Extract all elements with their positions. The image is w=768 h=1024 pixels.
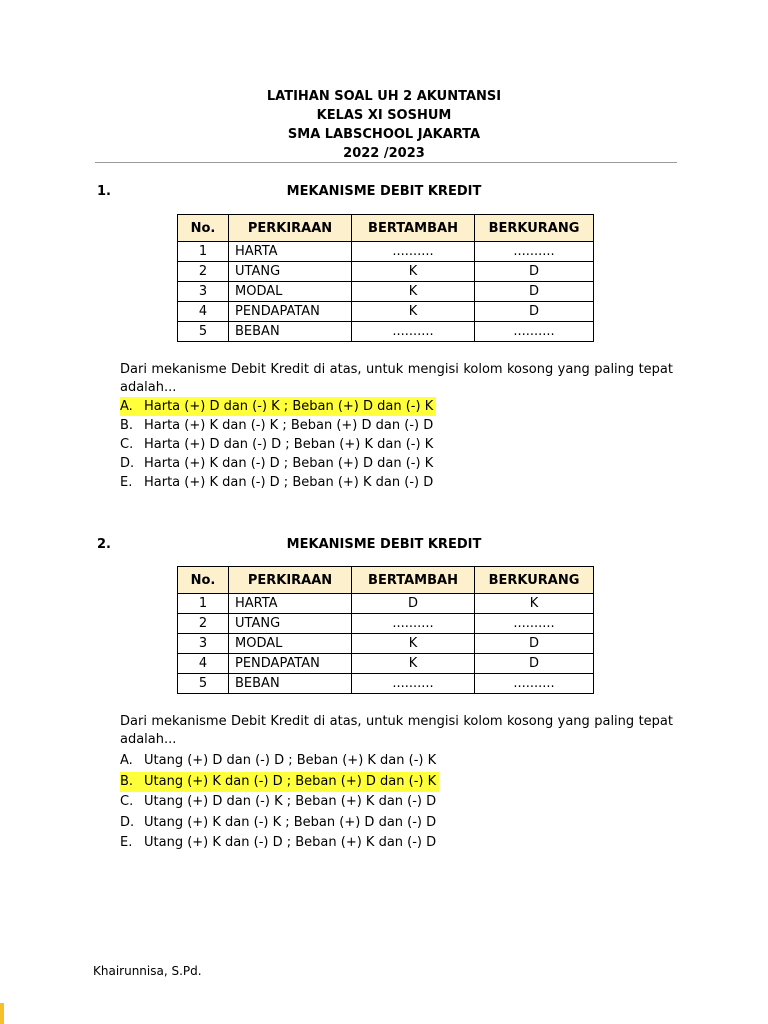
cell-perkiraan: HARTA	[229, 242, 352, 262]
cell-bertambah: ..........	[352, 242, 475, 262]
cell-bertambah: K	[352, 262, 475, 282]
option-text: Harta (+) D dan (-) K ; Beban (+) D dan (-) K	[144, 399, 434, 414]
option-e[interactable]	[120, 833, 439, 854]
table-row	[178, 282, 594, 302]
option-letter: A.	[120, 753, 133, 768]
option-d[interactable]	[120, 813, 439, 834]
col-header-bertambah: BERTAMBAH	[352, 215, 475, 242]
cell-berkurang: D	[475, 262, 594, 282]
question-2-title: MEKANISME DEBIT KREDIT	[286, 537, 482, 552]
cell-no: 5	[178, 322, 229, 342]
table-row	[178, 634, 594, 654]
cell-no: 5	[178, 674, 229, 694]
cell-perkiraan: PENDAPATAN	[229, 302, 352, 322]
question-2-number: 2.	[97, 537, 111, 552]
cell-berkurang: ..........	[475, 674, 594, 694]
option-letter: C.	[120, 794, 134, 809]
cell-no: 3	[178, 282, 229, 302]
option-a[interactable]	[120, 751, 439, 772]
cell-bertambah: D	[352, 594, 475, 614]
option-letter: D.	[120, 456, 135, 471]
col-header-perkiraan: PERKIRAAN	[229, 215, 352, 242]
col-header-no: No.	[178, 567, 229, 594]
cell-no: 1	[178, 242, 229, 262]
question-2-table	[177, 566, 594, 694]
table-row	[178, 614, 594, 634]
option-text: Harta (+) D dan (-) D ; Beban (+) K dan (-) K	[144, 437, 434, 452]
cell-berkurang: D	[475, 282, 594, 302]
option-c[interactable]	[120, 792, 439, 813]
table-row	[178, 302, 594, 322]
cell-perkiraan: UTANG	[229, 614, 352, 634]
option-letter: A.	[120, 399, 133, 414]
option-letter: E.	[120, 835, 133, 850]
option-text: Harta (+) K dan (-) D ; Beban (+) K dan (-) D	[144, 475, 434, 490]
option-text: Utang (+) D dan (-) D ; Beban (+) K dan (-) K	[144, 753, 437, 768]
doc-title: LATIHAN SOAL UH 2 AKUNTANSI	[266, 89, 502, 104]
table-header-row	[178, 215, 594, 242]
cell-berkurang: D	[475, 634, 594, 654]
highlighted-answer	[120, 397, 436, 416]
col-header-no: No.	[178, 215, 229, 242]
highlighted-answer	[120, 772, 439, 793]
table-header-row	[178, 567, 594, 594]
doc-school: SMA LABSCHOOL JAKARTA	[287, 127, 481, 142]
table-row	[178, 654, 594, 674]
option-d[interactable]	[120, 454, 436, 473]
col-header-bertambah: BERTAMBAH	[352, 567, 475, 594]
option-e[interactable]	[120, 473, 436, 492]
option-text: Utang (+) K dan (-) D ; Beban (+) D dan (-) K	[144, 773, 437, 789]
author-footer: Khairunnisa, S.Pd.	[93, 964, 202, 978]
cell-berkurang: D	[475, 654, 594, 674]
question-2-text: Dari mekanisme Debit Kredit di atas, untuk mengisi kolom kosong yang paling tepat adalah...	[120, 714, 673, 747]
cell-perkiraan: UTANG	[229, 262, 352, 282]
question-1-number: 1.	[97, 184, 111, 199]
option-letter: B.	[120, 773, 134, 789]
cell-bertambah: ..........	[352, 322, 475, 342]
table-row	[178, 674, 594, 694]
option-text: Utang (+) K dan (-) K ; Beban (+) D dan (-) D	[144, 814, 437, 830]
question-1-title: MEKANISME DEBIT KREDIT	[286, 184, 482, 199]
document-header	[0, 87, 768, 163]
cell-no: 1	[178, 594, 229, 614]
option-b[interactable]	[120, 416, 436, 435]
cell-bertambah: K	[352, 634, 475, 654]
cell-no: 4	[178, 302, 229, 322]
cell-berkurang: ..........	[475, 322, 594, 342]
option-letter: B.	[120, 418, 134, 433]
question-1-text: Dari mekanisme Debit Kredit di atas, untuk mengisi kolom kosong yang paling tepat adalah...	[120, 362, 673, 395]
option-text: Harta (+) K dan (-) D ; Beban (+) D dan (-) K	[144, 456, 434, 471]
option-text: Utang (+) K dan (-) D ; Beban (+) K dan (-) D	[144, 835, 437, 850]
option-text: Utang (+) D dan (-) K ; Beban (+) K dan (-) D	[144, 794, 437, 809]
page-edge-marker	[0, 1003, 4, 1024]
cell-berkurang: D	[475, 302, 594, 322]
cell-perkiraan: MODAL	[229, 282, 352, 302]
cell-perkiraan: BEBAN	[229, 674, 352, 694]
doc-year: 2022 /2023	[343, 146, 425, 161]
col-header-berkurang: BERKURANG	[475, 215, 594, 242]
cell-berkurang: K	[475, 594, 594, 614]
cell-perkiraan: BEBAN	[229, 322, 352, 342]
col-header-berkurang: BERKURANG	[475, 567, 594, 594]
question-1-table	[177, 214, 594, 342]
header-divider	[95, 162, 677, 163]
option-a[interactable]	[120, 397, 436, 416]
cell-perkiraan: HARTA	[229, 594, 352, 614]
cell-no: 4	[178, 654, 229, 674]
cell-bertambah: ..........	[352, 674, 475, 694]
cell-perkiraan: PENDAPATAN	[229, 654, 352, 674]
option-letter: D.	[120, 814, 135, 830]
option-b[interactable]	[120, 772, 439, 793]
cell-no: 2	[178, 614, 229, 634]
table-row	[178, 262, 594, 282]
question-1-options	[120, 397, 436, 492]
cell-bertambah: ..........	[352, 614, 475, 634]
cell-bertambah: K	[352, 654, 475, 674]
option-letter: C.	[120, 437, 134, 452]
cell-bertambah: K	[352, 282, 475, 302]
cell-no: 2	[178, 262, 229, 282]
question-2-options	[120, 751, 439, 854]
table-row	[178, 322, 594, 342]
cell-no: 3	[178, 634, 229, 654]
doc-class: KELAS XI SOSHUM	[316, 108, 452, 123]
cell-bertambah: K	[352, 302, 475, 322]
col-header-perkiraan: PERKIRAAN	[229, 567, 352, 594]
table-row	[178, 242, 594, 262]
cell-berkurang: ..........	[475, 614, 594, 634]
option-letter: E.	[120, 475, 133, 490]
cell-perkiraan: MODAL	[229, 634, 352, 654]
cell-berkurang: ..........	[475, 242, 594, 262]
table-row	[178, 594, 594, 614]
option-c[interactable]	[120, 435, 436, 454]
option-text: Harta (+) K dan (-) K ; Beban (+) D dan (-) D	[144, 418, 434, 433]
